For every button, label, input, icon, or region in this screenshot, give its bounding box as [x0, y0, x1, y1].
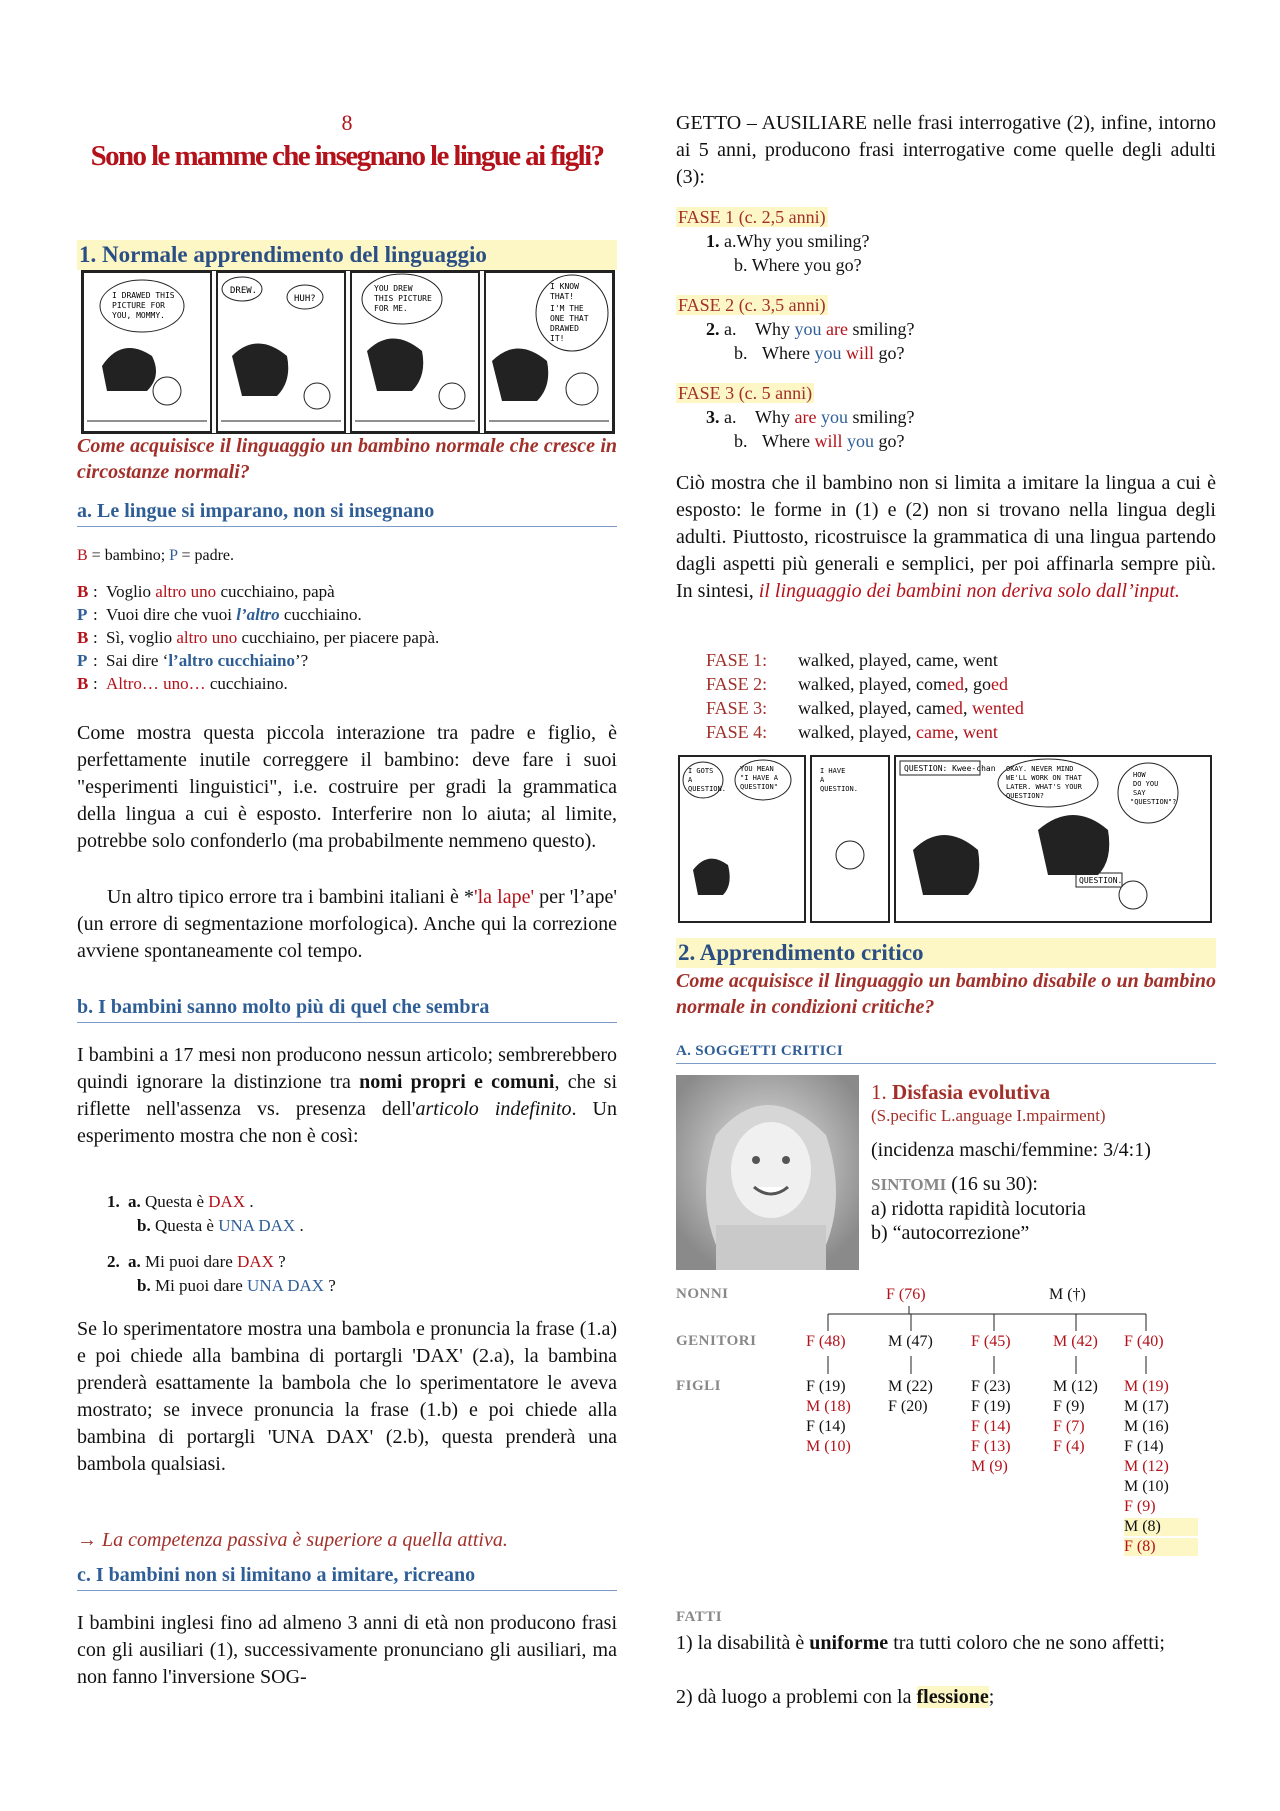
paragraph-imitation: Ciò mostra che il bambino non si limita a imitare la lingua a cui è esposto: le forme in (1) e (2) non si trovano nella lingua degli adulti. Piuttosto, ricostruisce la grammatica di una lingua partendo dagli aspetti più generali e semplici, per poi affinarla sempre più. In sintesi, il linguaggio dei bambini non deriva solo dall’input.: [676, 472, 1216, 602]
subsection-A-heading: A. SOGGETTI CRITICI: [676, 1043, 1216, 1064]
dialogue-line: P : Vuoi dire che vuoi l’altro cucchiaino.: [77, 605, 362, 624]
child-node: F (14): [806, 1418, 846, 1435]
paragraph-c1: I bambini inglesi fino ad almeno 3 anni di età non producono frasi con gli ausiliari (1), successivamente pronunciano gli ausiliari, ma non fanno l'inversione SOG-: [77, 1612, 617, 1688]
svg-text:QUESTION": QUESTION": [740, 783, 778, 791]
svg-text:OKAY. NEVER MIND: OKAY. NEVER MIND: [1006, 765, 1074, 773]
child-node: F (8): [1124, 1538, 1198, 1556]
svg-text:WE'LL WORK ON THAT: WE'LL WORK ON THAT: [1006, 774, 1082, 782]
parent-5: F (40): [1124, 1333, 1164, 1350]
grandparent-female: F (76): [886, 1286, 926, 1303]
child-node: M (19): [1124, 1378, 1169, 1395]
child-node: F (4): [1053, 1438, 1085, 1455]
child-node: F (14): [1124, 1438, 1164, 1455]
section2-heading: 2. Apprendimento critico: [676, 938, 1216, 968]
child-node: M (16): [1124, 1418, 1169, 1435]
dialogue-line: B : Sì, voglio altro uno cucchiaino, per piacere papà.: [77, 628, 440, 647]
family-tree: [676, 1286, 1216, 1606]
child-node: F (23): [971, 1378, 1011, 1395]
example-2: 2. a. Mi puoi dare DAX ? b. Mi puoi dare UNA DAX ?: [107, 1252, 336, 1295]
svg-text:A: A: [820, 776, 825, 784]
speaker-label: P: [77, 651, 88, 670]
child-node: F (9): [1053, 1398, 1085, 1415]
parent-4: M (42): [1053, 1333, 1098, 1350]
svg-text:THAT!: THAT!: [550, 292, 575, 301]
conclusion-passive-competence: → La competenza passiva è superiore a quella attiva.: [77, 1529, 508, 1551]
phase-1: FASE 1 (c. 2,5 anni) 1. a.Why you smiling? b. Where you go?: [678, 207, 870, 275]
parent-3: F (45): [971, 1333, 1011, 1350]
svg-text:I GOTS: I GOTS: [688, 767, 714, 775]
svg-text:DO YOU: DO YOU: [1133, 780, 1159, 788]
facts-label: FATTI: [676, 1609, 723, 1625]
subsection-a-heading: a. Le lingue si imparano, non si insegnano: [77, 500, 617, 527]
dialogue-legend: B = bambino; P = padre.: [77, 547, 235, 564]
child-node: F (19): [971, 1398, 1011, 1415]
row-label-grandparents: NONNI: [676, 1286, 729, 1302]
svg-text:"QUESTION"?: "QUESTION"?: [1130, 798, 1177, 806]
child-node: F (9): [1124, 1498, 1156, 1515]
grandparent-male: M (†): [1049, 1286, 1086, 1303]
section2-question: Come acquisisce il linguaggio un bambino disabile o un bambino normale in condizioni critiche?: [676, 970, 1216, 1018]
svg-text:DREW.: DREW.: [230, 286, 258, 296]
svg-text:THIS PICTURE: THIS PICTURE: [374, 294, 432, 303]
svg-text:I KNOW: I KNOW: [550, 282, 579, 291]
svg-text:YOU MEAN: YOU MEAN: [740, 765, 774, 773]
child-node: F (14): [971, 1418, 1011, 1435]
bubble-1: I DRAWED THIS: [112, 291, 175, 300]
child-photo: [676, 1075, 859, 1270]
speaker-label: B: [77, 674, 89, 693]
parent-2: M (47): [888, 1333, 933, 1350]
child-node: M (17): [1124, 1398, 1169, 1415]
row-label-parents: GENITORI: [676, 1333, 757, 1349]
chapter-title: Sono le mamme che insegnano le lingue ai figli?: [90, 140, 604, 172]
dialogue-line: B : Altro… uno… cucchiaino.: [77, 674, 288, 693]
speaker-label: P: [77, 605, 88, 624]
svg-text:QUESTION.: QUESTION.: [1079, 876, 1123, 885]
child-node: M (12): [1124, 1458, 1169, 1475]
child-node: M (18): [806, 1398, 851, 1415]
phase-2: FASE 2 (c. 3,5 anni) 2. a. Why you are smiling? b. Where you will go?: [678, 295, 915, 363]
svg-text:IT!: IT!: [550, 334, 565, 343]
verb-phases: FASE 1: walked, played, came, went FASE 2: walked, played, comed, goed FASE 3: walked, played, camed, wented FASE 4: walked, played, came, went: [706, 650, 1024, 742]
child-node: M (10): [806, 1438, 851, 1455]
example-1: 1. a. Questa è DAX . b. Questa è UNA DAX .: [107, 1192, 304, 1235]
svg-text:SAY: SAY: [1133, 789, 1146, 797]
svg-text:PICTURE FOR: PICTURE FOR: [112, 301, 165, 310]
child-node: F (20): [888, 1398, 928, 1415]
svg-text:I'M THE: I'M THE: [550, 304, 584, 313]
child-node: M (22): [888, 1378, 933, 1395]
svg-text:YOU DREW: YOU DREW: [374, 284, 413, 293]
paragraph-c1-continued: GETTO – AUSILIARE nelle frasi interrogative (2), infine, intorno ai 5 anni, producono frasi interrogative come quelle degli adulti (3):: [676, 112, 1216, 188]
page-number: 8: [341, 110, 353, 135]
child-node: M (10): [1124, 1478, 1169, 1495]
svg-text:QUESTION: Kwee-chan: QUESTION: Kwee-chan: [904, 764, 996, 773]
speaker-label: B: [77, 628, 89, 647]
svg-text:DRAWED: DRAWED: [550, 324, 579, 333]
phase-3: FASE 3 (c. 5 anni) 3. a. Why are you smiling? b. Where will you go?: [678, 383, 915, 451]
child-node: F (7): [1053, 1418, 1085, 1435]
paragraph-b1: I bambini a 17 mesi non producono nessun articolo; sembrerebbero quindi ignorare la distinzione tra nomi propri e comuni, che si riflette nell'assenza vs. presenza dell'articolo indefinito. Un esperimento mostra che non è così:: [77, 1044, 618, 1147]
parent-1: F (48): [806, 1333, 846, 1350]
dialogue-line: B : Voglio altro uno cucchiaino, papà: [77, 582, 335, 601]
row-label-children: FIGLI: [676, 1378, 722, 1394]
svg-text:I HAVE: I HAVE: [820, 767, 846, 775]
svg-text:FOR ME.: FOR ME.: [374, 304, 408, 313]
fact-2: 2) dà luogo a problemi con la flessione;: [676, 1686, 995, 1708]
comic-strip-1: [81, 270, 615, 434]
legend-b: B: [77, 547, 88, 564]
paragraph-a2: Un altro tipico errore tra i bambini italiani è *'la lape' per 'l’ape' (un errore di segmentazione morfologica). Anche qui la correzione avviene spontaneamente col tempo.: [77, 886, 617, 962]
svg-text:HUH?: HUH?: [294, 294, 316, 304]
dialogue-line: P : Sai dire ‘l’altro cucchiaino’?: [77, 651, 309, 670]
disorder-block: 1. Disfasia evolutiva (S.pecific L.anguage I.mpairment) (incidenza maschi/femmine: 3/4:1) SINTOMI (16 su 30): a) ridotta rapidità locutoria b) “autocorrezione”: [871, 1080, 1151, 1244]
svg-text:ONE THAT: ONE THAT: [550, 314, 589, 323]
svg-text:QUESTION.: QUESTION.: [820, 785, 858, 793]
child-node: M (12): [1053, 1378, 1098, 1395]
section1-heading: 1. Normale apprendimento del linguaggio: [77, 240, 617, 270]
comic-strip-2: [678, 755, 1212, 923]
section1-question: Come acquisisce il linguaggio un bambino normale che cresce in circostanze normali?: [77, 435, 617, 483]
svg-text:HOW: HOW: [1133, 771, 1146, 779]
svg-text:A: A: [688, 776, 693, 784]
child-node: F (19): [806, 1378, 846, 1395]
speaker-label: B: [77, 582, 89, 601]
svg-text:QUESTION?: QUESTION?: [1006, 792, 1044, 800]
subsection-b-heading: b. I bambini sanno molto più di quel che sembra: [77, 996, 617, 1023]
subsection-c-heading: c. I bambini non si limitano a imitare, ricreano: [77, 1564, 617, 1591]
paragraph-b2: Se lo sperimentatore mostra una bambola e pronuncia la frase (1.a) e poi chiede alla bambina di portargli 'DAX' (2.a), la bambina prenderà esattamente la bambola che lo sperimentatore le aveva mostrato; se invece pronuncia la frase (1.b) e poi chiede alla bambina di portargli 'UNA DAX' (2.b), questa prenderà una bambola qualsiasi.: [77, 1318, 617, 1475]
legend-p: P: [169, 547, 178, 564]
child-node: M (8): [1124, 1518, 1198, 1536]
svg-text:LATER. WHAT'S YOUR: LATER. WHAT'S YOUR: [1006, 783, 1082, 791]
svg-text:"I HAVE A: "I HAVE A: [740, 774, 778, 782]
child-node: M (9): [971, 1458, 1008, 1475]
paragraph-a1: Come mostra questa piccola interazione tra padre e figlio, è perfettamente inutile correggere il bambino: deve fare i suoi "esperimenti linguistici", i.e. costruire per gradi la grammatica della lingua a cui è esposto. Interferire non lo aiuta; al limite, potrebbe solo confonderlo (ma probabilmente nemmeno questo).: [77, 722, 617, 852]
fact-1: 1) la disabilità è uniforme tra tutti coloro che ne sono affetti;: [676, 1632, 1165, 1654]
svg-text:QUESTION.: QUESTION.: [688, 785, 726, 793]
dialogue: [77, 580, 439, 695]
child-node: F (13): [971, 1438, 1011, 1455]
svg-text:YOU, MOMMY.: YOU, MOMMY.: [112, 311, 165, 320]
